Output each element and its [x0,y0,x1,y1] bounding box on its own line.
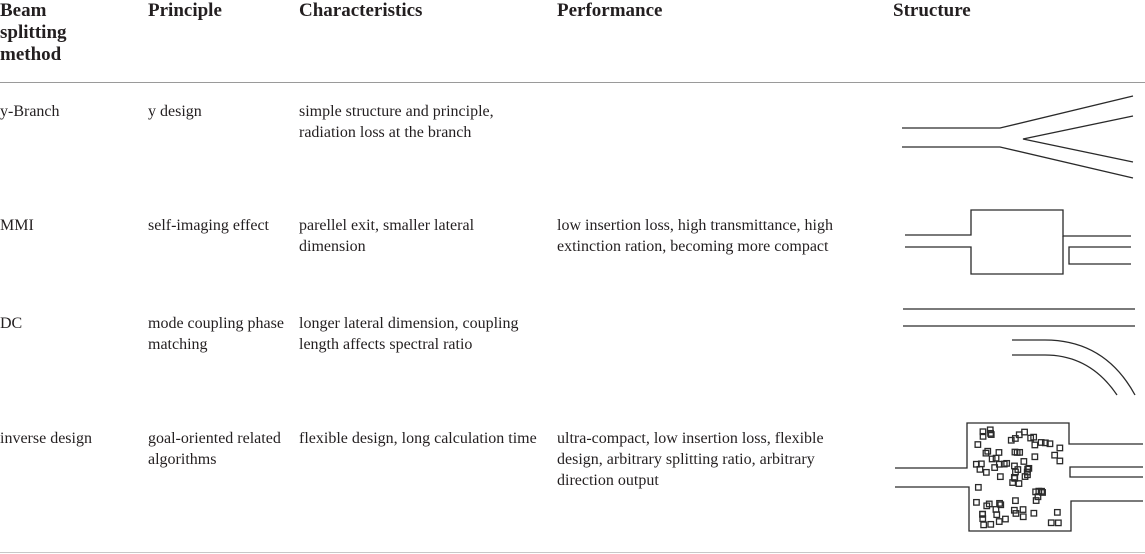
scatter-pixels [974,427,1063,527]
pixel-square [1021,459,1027,465]
pixel-square [988,522,994,528]
directional-coupler-diagram [895,295,1145,400]
pixel-square [981,522,987,528]
row-principle: mode coupling phase matching [148,315,284,353]
pixel-square [975,442,981,448]
row-method: y-Branch [0,103,60,120]
pixel-square [984,470,990,476]
header-divider [0,82,1145,83]
row-performance: ultra-compact, low insertion loss, flexible design, arbitrary splitting ratio, arbitrary direction output [557,430,824,489]
row-method: DC [0,315,23,332]
header-characteristics: Characteristics [299,0,423,21]
header-method: Beam splitting method [0,0,67,65]
header-principle: Principle [148,0,222,21]
pixel-square [1032,454,1038,460]
row-principle: goal-oriented related algorithms [148,430,281,468]
pixel-square [976,485,982,491]
pixel-square [998,474,1004,480]
pixel-square [983,450,989,456]
header-structure: Structure [893,0,971,21]
row-characteristics: simple structure and principle, radiation loss at the branch [299,103,494,141]
pixel-square [1055,510,1061,515]
pixel-square [1013,498,1019,504]
row-characteristics: longer lateral dimension, coupling length affects spectral ratio [299,315,519,353]
row-principle: self-imaging effect [148,217,269,234]
pixel-square [1056,520,1062,526]
pixel-square [974,500,980,506]
row-principle: y design [148,103,202,120]
pixel-square [1020,507,1026,513]
row-method: inverse design [0,430,92,447]
row-method: MMI [0,217,34,234]
row-characteristics: flexible design, long calculation time [299,430,537,447]
pixel-square [997,519,1003,525]
pixel-square [1057,458,1063,464]
pixel-square [1031,511,1037,517]
mmi-diagram [895,200,1145,285]
inverse-design-diagram [893,415,1145,535]
pixel-square [1052,452,1058,458]
row-characteristics: parellel exit, smaller lateral dimension [299,217,475,255]
pixel-square [985,449,991,455]
header-performance: Performance [557,0,663,21]
row-performance: low insertion loss, high transmittance, high extinction ration, becoming more compact [557,217,833,255]
y-branch-diagram [895,90,1145,185]
pixel-square [1003,516,1009,522]
pixel-square [1021,514,1027,520]
table-bottom-border [0,552,1145,553]
pixel-square [1049,520,1055,526]
pixel-square [1033,498,1039,504]
pixel-square [996,450,1002,456]
pixel-square [1057,445,1063,451]
pixel-square [1032,442,1038,448]
